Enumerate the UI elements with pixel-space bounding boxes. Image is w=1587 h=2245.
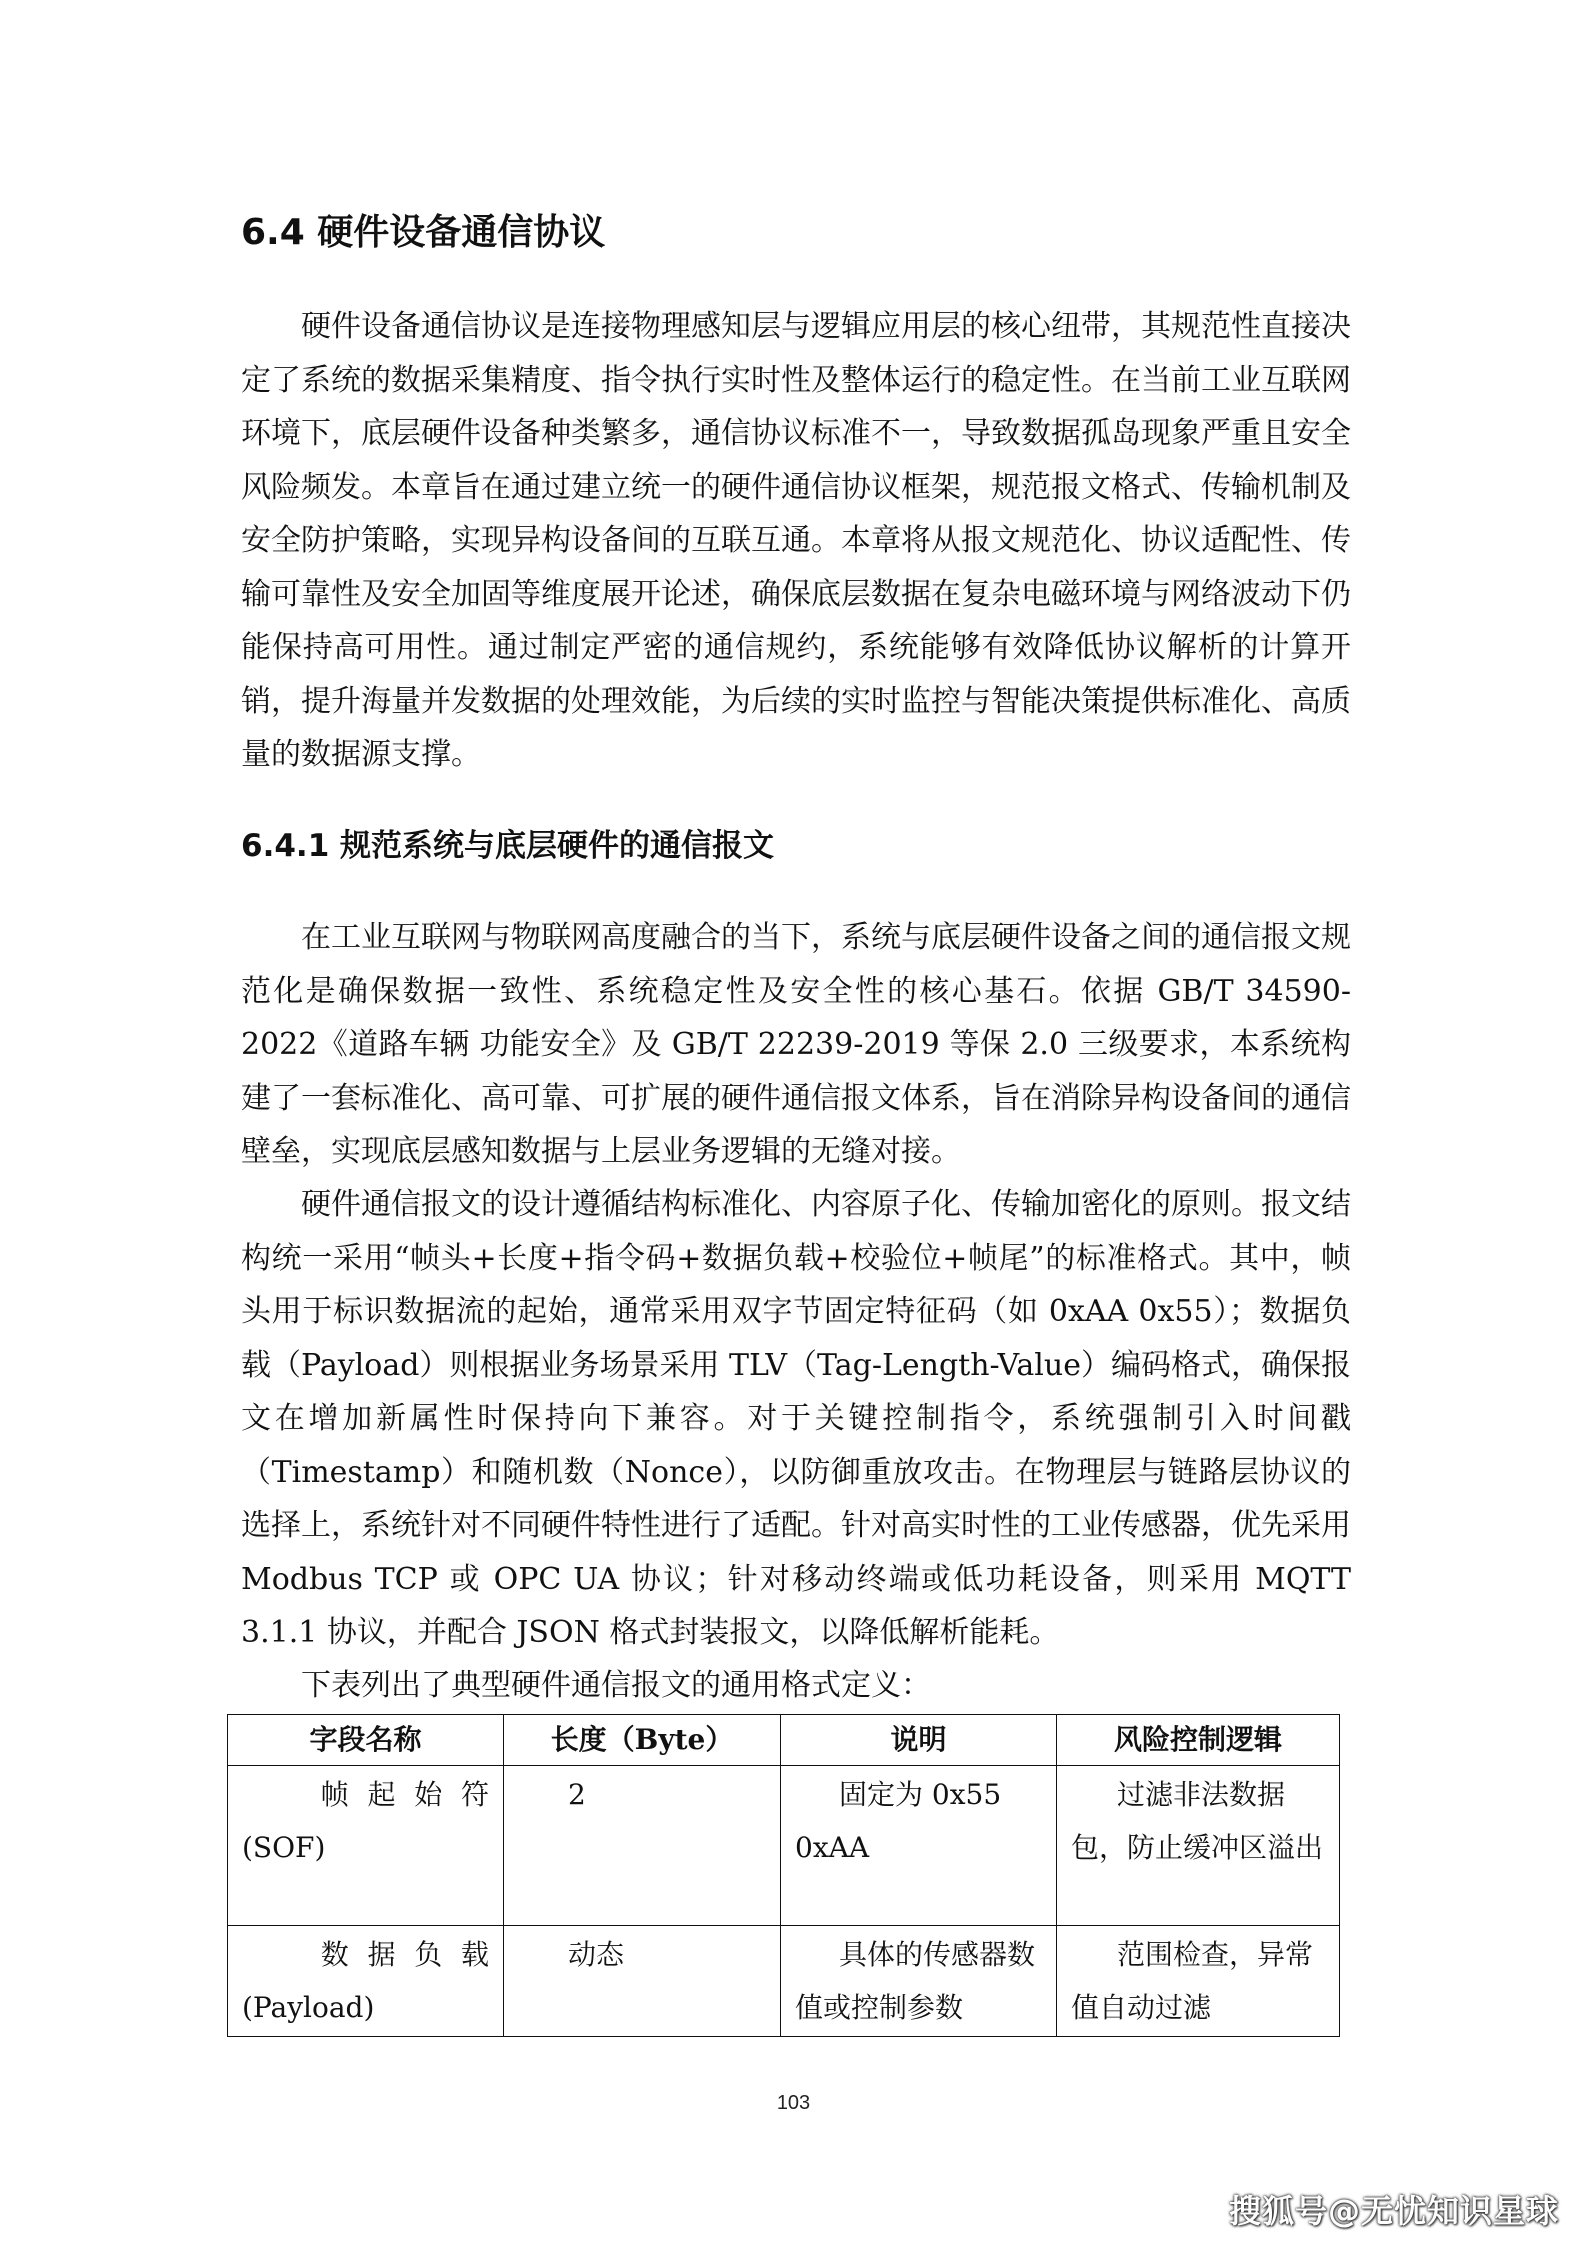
table-cell-description: 固定为 0x55 0xAA	[781, 1766, 1057, 1926]
table-header-cell: 长度（Byte）	[504, 1715, 781, 1766]
table-row	[228, 1926, 1340, 2037]
table-cell-length: 动态	[504, 1926, 781, 2037]
table-cell-length: 2	[504, 1766, 781, 1926]
table-cell-field-name: 数据负载(Payload)	[228, 1926, 504, 2037]
message-format-table	[227, 1714, 1340, 2037]
table-header-cell: 字段名称	[228, 1715, 504, 1766]
source-watermark: 搜狐号@无忧知识星球	[1228, 2192, 1559, 2230]
section-heading: 6.4 硬件设备通信协议	[241, 212, 606, 253]
table-cell-description: 具体的传感器数值或控制参数	[781, 1926, 1057, 2037]
table-intro-text: 下表列出了典型硬件通信报文的通用格式定义：	[301, 1668, 931, 1703]
subsection-paragraph-1: 在工业互联网与物联网高度融合的当下，系统与底层硬件设备之间的通信报文规范化是确保数据一致性、系统稳定性及安全性的核心基石。依据 GB/T 34590-2022《道路车辆 功能安全》及 GB/T 22239-2019 等保 2.0 三级要求，本系统构建了一套标准化、高可靠、可扩展的硬件通信报文体系，旨在消除异构设备间的通信壁垒，实现底层感知数据与上层业务逻辑的无缝对接。	[241, 920, 1351, 1169]
table-cell-field-name: 帧起始符(SOF)	[228, 1766, 504, 1926]
table-row	[228, 1766, 1340, 1926]
subsection-heading: 6.4.1 规范系统与底层硬件的通信报文	[241, 828, 775, 864]
section-intro-paragraph: 硬件设备通信协议是连接物理感知层与逻辑应用层的核心纽带，其规范性直接决定了系统的数据采集精度、指令执行实时性及整体运行的稳定性。在当前工业互联网环境下，底层硬件设备种类繁多，通信协议标准不一，导致数据孤岛现象严重且安全风险频发。本章旨在通过建立统一的硬件通信协议框架，规范报文格式、传输机制及安全防护策略，实现异构设备间的互联互通。本章将从报文规范化、协议适配性、传输可靠性及安全加固等维度展开论述，确保底层数据在复杂电磁环境与网络波动下仍能保持高可用性。通过制定严密的通信规约，系统能够有效降低协议解析的计算开销，提升海量并发数据的处理效能，为后续的实时监控与智能决策提供标准化、高质量的数据源支撑。	[241, 309, 1351, 772]
table-header-row	[228, 1715, 1340, 1766]
table-header-cell: 风险控制逻辑	[1057, 1715, 1340, 1766]
table-cell-risk-logic: 范围检查，异常值自动过滤	[1057, 1926, 1340, 2037]
page-number: 103	[776, 2092, 811, 2114]
table-cell-risk-logic: 过滤非法数据包，防止缓冲区溢出	[1057, 1766, 1340, 1926]
table-header-cell: 说明	[781, 1715, 1057, 1766]
subsection-paragraph-2: 硬件通信报文的设计遵循结构标准化、内容原子化、传输加密化的原则。报文结构统一采用“帧头+长度+指令码+数据负载+校验位+帧尾”的标准格式。其中，帧头用于标识数据流的起始，通常采用双字节固定特征码（如 0xAA 0x55）；数据负载（Payload）则根据业务场景采用 TLV（Tag-Length-Value）编码格式，确保报文在增加新属性时保持向下兼容。对于关键控制指令，系统强制引入时间戳（Timestamp）和随机数（Nonce），以防御重放攻击。在物理层与链路层协议的选择上，系统针对不同硬件特性进行了适配。针对高实时性的工业传感器，优先采用 Modbus TCP 或 OPC UA 协议；针对移动终端或低功耗设备，则采用 MQTT 3.1.1 协议，并配合 JSON 格式封装报文，以降低解析能耗。	[241, 1187, 1351, 1650]
